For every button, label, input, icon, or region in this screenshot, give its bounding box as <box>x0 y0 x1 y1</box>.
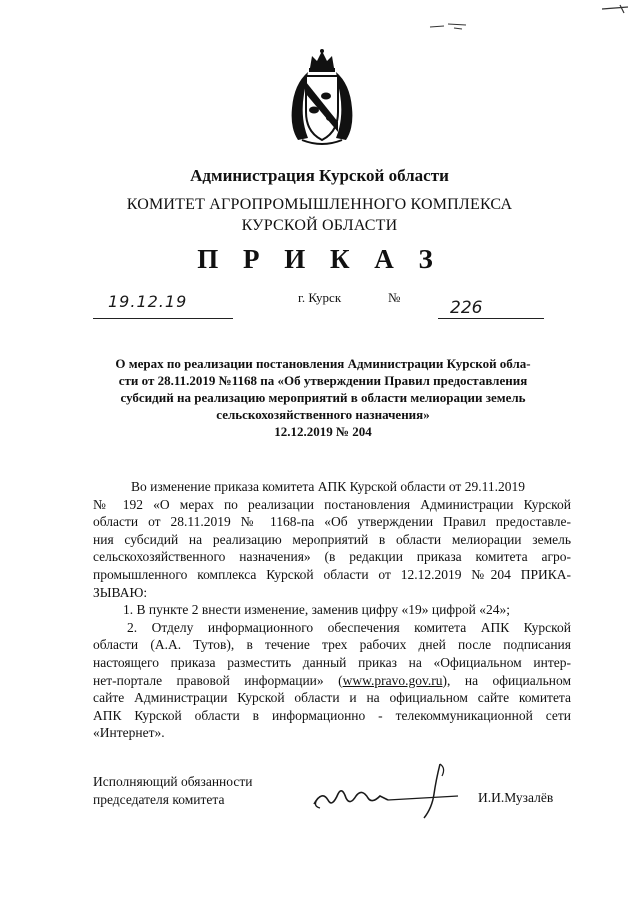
document-type: П Р И К А З <box>197 244 442 274</box>
body-line: настоящего приказа разместить данный приказ на «Официальном интер- <box>93 654 571 670</box>
order-date: 19.12.19 <box>108 292 188 311</box>
body-line: области от 28.11.2019 № 1168-па «Об утверждении Правил предоставле- <box>93 514 571 530</box>
organization-name: Администрация Курской области <box>190 166 449 185</box>
title-line: О мерах по реализации постановления Администрации Курской обла- <box>115 356 531 371</box>
signer-name: И.И.Музалёв <box>478 790 554 805</box>
title-line: сти от 28.11.2019 №1168 па «Об утверждении Правил предоставления <box>118 373 528 388</box>
body-text-segment: нет-портале правовой информации» ( <box>93 672 343 688</box>
committee-name-line: КОМИТЕТ АГРОПРОМЫШЛЕННОГО КОМПЛЕКСА <box>126 196 513 213</box>
body-line: сайте Администрации Курской области и на официальном сайте комитета <box>93 690 571 706</box>
body-line: Во изменение приказа комитета АПК Курской области от 29.11.2019 <box>131 479 525 494</box>
scan-mark <box>428 18 468 32</box>
signatory-position-line: Исполняющий обязанности <box>93 774 253 789</box>
body-line: области (А.А. Тутов), в течение трех рабочих дней после подписания <box>93 637 571 653</box>
number-underline <box>438 318 544 319</box>
signatory-position-line: председателя комитета <box>93 792 225 807</box>
committee-name <box>0 194 639 236</box>
signatory-position <box>93 773 252 809</box>
body-line: № 192 «О мерах по реализации постановления Администрации Курской <box>93 496 571 512</box>
body-line: АПК Курской области в информационно - телекоммуникационной сети <box>93 707 571 723</box>
committee-name-line: КУРСКОЙ ОБЛАСТИ <box>241 217 398 234</box>
title-line: сельскохозяйственного назначения» <box>216 407 430 422</box>
title-line: 12.12.2019 № 204 <box>274 424 372 439</box>
order-number: 226 <box>450 298 483 318</box>
scan-mark <box>598 2 632 16</box>
body-line: сельскохозяйственного назначения» (в редакции приказа комитета агро- <box>93 549 571 565</box>
order-city: г. Курск <box>298 290 342 305</box>
coat-of-arms-icon <box>288 48 356 148</box>
order-item-2: 2. Отделу информационного обеспечения комитета АПК Курской <box>127 619 571 635</box>
order-item-1: 1. В пункте 2 внести изменение, заменив цифру «19» цифрой «24»; <box>123 602 510 618</box>
body-line: ния субсидий на реализацию мероприятий в области мелиорации земель <box>93 531 571 547</box>
title-line: субсидий на реализацию мероприятий в области мелиорации земель <box>120 390 526 405</box>
pravo-link[interactable]: www.pravo.gov.ru <box>342 672 443 688</box>
handwritten-signature <box>308 760 468 820</box>
order-body <box>93 478 571 742</box>
order-number-label: № <box>388 290 401 305</box>
date-underline <box>93 318 233 319</box>
order-title <box>80 355 566 440</box>
body-line: промышленного комплекса Курской области от 12.12.2019 №204 ПРИКА- <box>93 566 571 582</box>
body-text-segment: ), на официальном <box>442 672 571 688</box>
body-line: «Интернет». <box>93 725 165 741</box>
body-line <box>93 672 571 690</box>
body-line: ЗЫВАЮ: <box>93 584 148 600</box>
